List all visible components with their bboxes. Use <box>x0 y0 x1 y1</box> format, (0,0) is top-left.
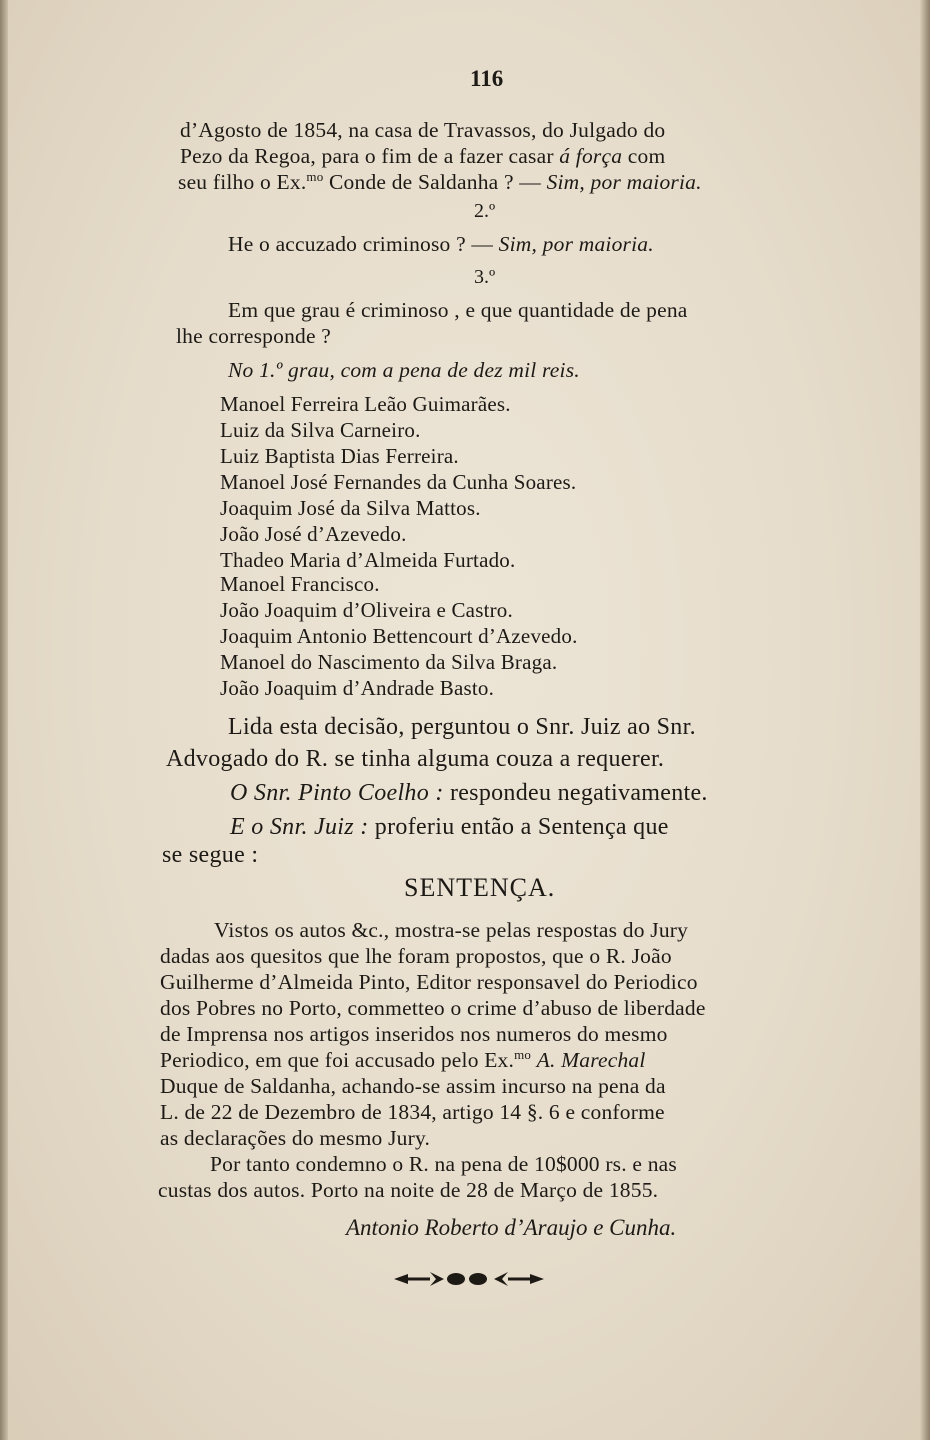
page-edge-right <box>920 0 930 1440</box>
text-line: de Imprensa nos artigos inseridos nos numeros do mesmo <box>160 1022 668 1046</box>
answer-text: Sim, por maioria. <box>498 232 654 256</box>
text-line: Por tanto condemno o R. na pena de 10$000 rs. e nas <box>210 1152 677 1176</box>
answer-text: No 1.º grau, com a pena de dez mil reis. <box>228 358 580 382</box>
italic-span: á força <box>559 144 623 168</box>
question-line: Em que grau é criminoso , e que quantidade de pena <box>228 298 688 322</box>
text-span: proferiu então a Sentença que <box>368 814 669 840</box>
speaker-name: O Snr. Pinto Coelho : <box>230 780 444 806</box>
juror-name: João Joaquim d’Andrade Basto. <box>220 676 495 700</box>
text-line: Vistos os autos &c., mostra-se pelas respostas do Jury <box>214 918 689 942</box>
juror-name: João José d’Azevedo. <box>220 522 407 546</box>
text-line <box>178 170 702 195</box>
juror-name: Thadeo Maria d’Almeida Furtado. <box>220 548 516 572</box>
juror-name: Luiz Baptista Dias Ferreira. <box>220 444 459 468</box>
text-line: dadas aos quesitos que lhe foram propostos, que o R. João <box>160 944 672 968</box>
juror-name: Joaquim Antonio Bettencourt d’Azevedo. <box>220 624 578 648</box>
text-line <box>230 780 708 807</box>
question-number: 2.º <box>474 200 496 222</box>
juror-name: Manoel Ferreira Leão Guimarães. <box>220 392 511 416</box>
text-line <box>180 144 665 169</box>
text-line <box>230 814 669 841</box>
text-line: Lida esta decisão, perguntou o Snr. Juiz ao Snr. <box>228 714 696 740</box>
juror-name: Luiz da Silva Carneiro. <box>220 418 421 442</box>
juror-name: Joaquim José da Silva Mattos. <box>220 496 481 520</box>
juror-name: Manoel Francisco. <box>220 572 380 596</box>
text-line: se segue : <box>162 842 259 868</box>
text-span: seu filho o Ex. <box>178 170 307 194</box>
question-text: He o accuzado criminoso ? — <box>228 232 494 256</box>
italic-span: A. Marechal <box>536 1048 646 1072</box>
page-number: 116 <box>470 66 504 91</box>
text-line: as declarações do mesmo Jury. <box>160 1126 431 1150</box>
text-span: Conde de Saldanha ? — <box>329 170 541 194</box>
answer-text: Sim, por maioria. <box>546 170 702 194</box>
ornament-divider-icon <box>394 1268 544 1290</box>
text-line <box>160 1048 646 1073</box>
superscript: mo <box>514 1046 532 1062</box>
text-span: com <box>622 144 666 168</box>
question-line <box>228 232 654 257</box>
text-line: custas dos autos. Porto na noite de 28 de Março de 1855. <box>158 1178 659 1202</box>
text-line: L. de 22 de Dezembro de 1834, artigo 14 §. 6 e conforme <box>160 1100 665 1124</box>
text-line: Guilherme d’Almeida Pinto, Editor responsavel do Periodico <box>160 970 698 994</box>
superscript: mo <box>306 168 324 184</box>
question-line: lhe corresponde ? <box>176 324 332 348</box>
juror-name: Manoel José Fernandes da Cunha Soares. <box>220 470 577 494</box>
text-line: Advogado do R. se tinha alguma couza a requerer. <box>166 746 665 772</box>
speaker-name: E o Snr. Juiz : <box>230 814 369 840</box>
juror-name: João Joaquim d’Oliveira e Castro. <box>220 598 513 622</box>
text-span: respondeu negativamente. <box>443 780 708 806</box>
text-line: Duque de Saldanha, achando-se assim incurso na pena da <box>160 1074 666 1098</box>
page-edge-left <box>0 0 8 1440</box>
text-span: Pezo da Regoa, para o fim de a fazer casar <box>180 144 560 168</box>
question-number: 3.º <box>474 266 496 288</box>
signature: Antonio Roberto d’Araujo e Cunha. <box>346 1215 677 1240</box>
juror-name: Manoel do Nascimento da Silva Braga. <box>220 650 558 674</box>
text-span: Periodico, em que foi accusado pelo Ex. <box>160 1048 515 1072</box>
section-title: SENTENÇA. <box>404 873 556 902</box>
text-line: d’Agosto de 1854, na casa de Travassos, do Julgado do <box>180 118 666 142</box>
text-line: dos Pobres no Porto, commetteo o crime d’abuso de liberdade <box>160 996 706 1020</box>
